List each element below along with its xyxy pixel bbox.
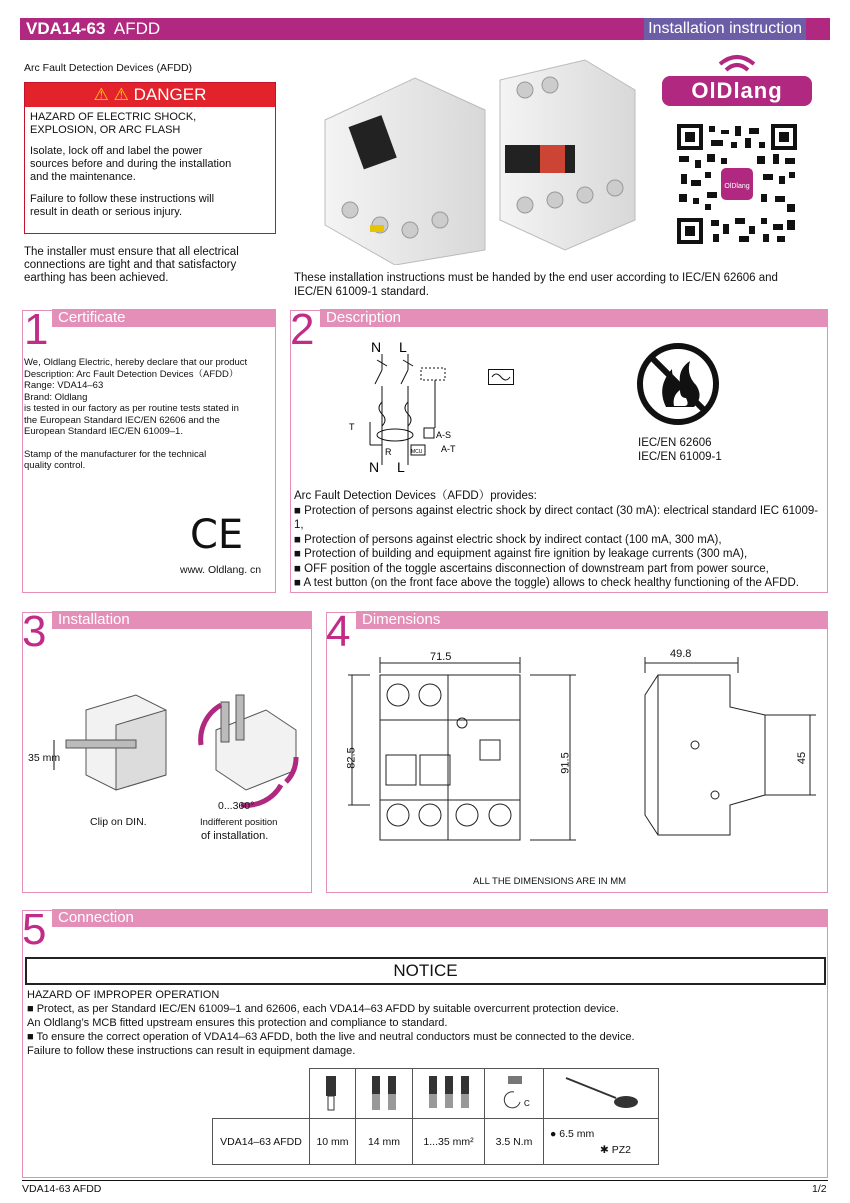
dim-depth: 49.8	[670, 648, 692, 660]
section-description-title: Description	[320, 309, 828, 327]
screwdriver-icon	[544, 1069, 659, 1119]
no-fire-icon	[636, 342, 720, 426]
footer-left: VDA14-63 AFDD	[22, 1183, 102, 1195]
svg-text:OlDlang: OlDlang	[724, 183, 750, 190]
pozidriv-icon: ✱	[600, 1143, 609, 1156]
website: www. Oldlang. cn	[180, 564, 262, 576]
footer-rule	[22, 1180, 828, 1181]
section-certificate-title: Certificate	[52, 309, 276, 327]
section-connection-title: Connection	[52, 909, 828, 927]
flat-blade-icon: ●	[550, 1127, 557, 1140]
cable-section-cell: 1...35 mm²	[413, 1119, 485, 1165]
torque-icon	[485, 1069, 544, 1119]
description-provides: Arc Fault Detection Devices（AFDD）provides: ■ Protection of persons against electric shock by direct contact (30 mA): electrical standard IEC 61009-1, ■ Protection of persons against electric shock by indirect contact (100 mA, 300 mA), ■ Protection of building and equipment against fire ignition by leakage currents (300 mA), ■ OFF position of the toggle ascertains disconnection of downstream part from power source, ■ A test button (on the front face above the toggle) allows to check healthy functioning of the AFDD.	[294, 489, 826, 591]
dim-rail-height: 45	[796, 751, 809, 765]
screwdriver-cell: ● 6.5 mm ✱ PZ2	[544, 1119, 659, 1165]
product-photo	[315, 50, 640, 265]
cable-section-icon	[413, 1069, 485, 1119]
strip-length-cell: 10 mm	[310, 1119, 356, 1165]
rail-width: 35 mm	[28, 752, 61, 764]
installation-drawing	[26, 690, 306, 820]
logo-text: OlDlang	[691, 78, 783, 103]
section-number-5: 5	[22, 905, 47, 954]
diagram-r: R	[385, 447, 392, 457]
certificate-text: We, Oldlang Electric, hereby declare that our product Description: Arc Fault Detection Devices（AFDD） Range: VDA14–63 Brand: Oldlang is tested in our factory as per routine tests stated in the European Standard IEC/EN 62606 and the European Standard IEC/EN 61009–1. Stamp of the manufacturer for the technical quality control.	[24, 357, 248, 471]
bullet-item: ■ Protection of persons against electric shock by direct contact (30 mA): electrical standard IEC 61009-1,	[294, 504, 819, 531]
warning-icon: ⚠ ⚠	[93, 85, 129, 104]
diagram-mcu: MCU	[411, 449, 423, 455]
connection-text: HAZARD OF IMPROPER OPERATION ■ Protect, as per Standard IEC/EN 61009–1 and 62606, each VDA14–63 AFDD by suitable overcurrent protection device. An Oldlang’s MCB fitted upstream ensures this protection and compliance to standard. ■ To ensure the correct operation of VDA14–63 AFDD, both the live and neutral conductors must be connected to the device. Failure to follow these instructions can result in equipment damage.	[27, 989, 635, 1057]
diagram-l-bottom: L	[397, 459, 405, 475]
instruction-label: Installation instruction	[644, 18, 806, 40]
doc-title: VDA14-63 AFDD	[26, 19, 161, 38]
bullet-item: ■ OFF position of the toggle ascertains disconnection of downstream part from power source,	[294, 562, 769, 575]
svg-text:C: C	[524, 1099, 530, 1108]
ac-symbol-icon	[488, 369, 514, 385]
bullet-item: ■ Protection of persons against electric shock by indirect contact (100 mA, 300 mA),	[294, 533, 722, 546]
installer-note: The installer must ensure that all electrical connections are tight and that satisfactory earthing has been achieved.	[24, 246, 239, 284]
notice-box: NOTICE	[25, 957, 826, 985]
bullet-item: ■ A test button (on the front face above the toggle) allows to check healthy functioning of the AFDD.	[294, 577, 799, 589]
danger-header: ⚠ ⚠ DANGER	[25, 83, 275, 107]
danger-box	[24, 82, 276, 234]
dim-height-inner: 82.5	[345, 747, 358, 769]
strip-ferrule-icon	[356, 1069, 413, 1119]
spec-table	[212, 1068, 659, 1165]
diagram-t: T	[349, 422, 355, 432]
danger-text: HAZARD OF ELECTRIC SHOCK, EXPLOSION, OR ARC FLASH Isolate, lock off and label the power sources before and during the installation and the maintenance. Failure to follow these instructions will result in death or serious injury.	[30, 111, 232, 218]
diagram-at: A-T	[441, 444, 456, 454]
handover-note: These installation instructions must be handed by the end user according to IEC/EN 62606 and IEC/EN 61009-1 standard.	[294, 272, 778, 298]
strip-length2-cell: 14 mm	[356, 1119, 413, 1165]
page-number: 1/2	[812, 1183, 827, 1195]
section-number-1: 1	[24, 305, 49, 354]
strip-icon	[310, 1069, 356, 1119]
model-cell: VDA14–63 AFDD	[213, 1119, 310, 1165]
standards: IEC/EN 62606 IEC/EN 61009-1	[638, 437, 722, 463]
dim-width-front: 71.5	[430, 651, 452, 663]
rotation-angle: 0...360°	[218, 800, 255, 812]
bullet-item: ■ Protection of building and equipment against fire ignition by leakage currents (300 mA),	[294, 548, 748, 560]
ce-mark: CE	[190, 512, 244, 558]
torque-cell: 3.5 N.m	[485, 1119, 544, 1165]
brand-logo	[658, 52, 816, 110]
diagram-n-bottom: N	[369, 459, 380, 475]
diagram-n-top: N	[371, 340, 382, 355]
section-number-4: 4	[326, 607, 351, 656]
position-label-1: Indifferent position	[200, 817, 278, 828]
position-label-2: of installation.	[201, 830, 269, 842]
diagram-as: A-S	[436, 430, 452, 440]
dimensions-note: ALL THE DIMENSIONS ARE IN MM	[473, 876, 627, 887]
subtitle: Arc Fault Detection Devices (AFDD)	[24, 62, 193, 74]
circuit-diagram	[345, 340, 475, 475]
section-installation-title: Installation	[52, 611, 312, 629]
qr-code	[677, 124, 797, 244]
dimensions-drawing	[340, 645, 820, 850]
section-dimensions-title: Dimensions	[356, 611, 828, 629]
section-number-2: 2	[290, 305, 315, 354]
diagram-l-top: L	[399, 340, 407, 355]
header-bar	[20, 18, 830, 40]
dim-height-total: 91.5	[559, 752, 572, 774]
section-number-3: 3	[22, 607, 47, 656]
clip-label: Clip on DIN.	[90, 816, 147, 828]
